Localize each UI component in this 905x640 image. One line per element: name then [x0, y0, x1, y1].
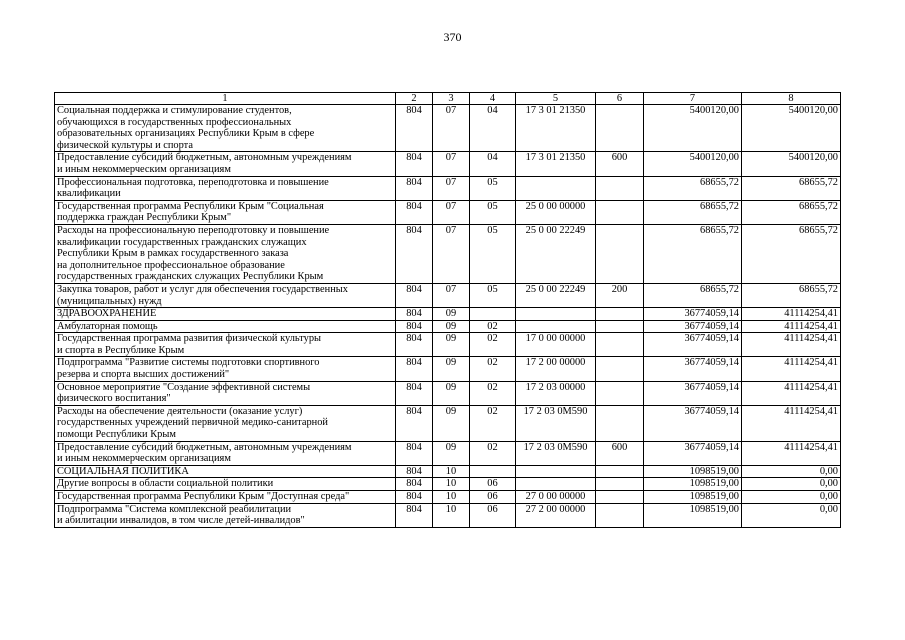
- amount-col-8: 5400120,00: [742, 152, 841, 176]
- amount-col-8: 68655,72: [742, 176, 841, 200]
- department-code: 804: [396, 503, 433, 527]
- table-row: [55, 152, 841, 176]
- item-name: Государственная программа Республики Крым "Доступная среда": [55, 491, 396, 504]
- department-code: 804: [396, 491, 433, 504]
- amount-col-8: 0,00: [742, 503, 841, 527]
- amount-col-8: 41114254,41: [742, 441, 841, 465]
- item-name: Государственная программа Республики Крым "Социальная поддержка граждан Республики Крым": [55, 200, 396, 224]
- expense-type-code: [596, 405, 644, 441]
- subsection-code: 04: [470, 152, 516, 176]
- column-header: 2: [396, 93, 433, 105]
- target-article-code: 17 2 00 00000: [516, 357, 596, 381]
- amount-col-7: 5400120,00: [644, 152, 742, 176]
- subsection-code: 02: [470, 405, 516, 441]
- subsection-code: 06: [470, 491, 516, 504]
- budget-table: [54, 92, 841, 528]
- department-code: 804: [396, 441, 433, 465]
- section-code: 10: [433, 503, 470, 527]
- expense-type-code: [596, 200, 644, 224]
- department-code: 804: [396, 465, 433, 478]
- amount-col-7: 1098519,00: [644, 491, 742, 504]
- amount-col-7: 36774059,14: [644, 333, 742, 357]
- item-name: Основное мероприятие "Создание эффективной системы физического воспитания": [55, 381, 396, 405]
- column-header: 7: [644, 93, 742, 105]
- expense-type-code: [596, 503, 644, 527]
- department-code: 804: [396, 381, 433, 405]
- target-article-code: [516, 478, 596, 491]
- subsection-code: 04: [470, 105, 516, 152]
- item-name: Расходы на профессиональную переподготовку и повышение квалификации государственных гражданских служащих Республики Крым в рамках государственного заказа на дополнительное профессиональное образование государственных гражданских служащих Республики Крым: [55, 224, 396, 283]
- section-code: 07: [433, 283, 470, 307]
- table-row: [55, 200, 841, 224]
- expense-type-code: [596, 224, 644, 283]
- section-code: 09: [433, 320, 470, 333]
- amount-col-7: 1098519,00: [644, 503, 742, 527]
- subsection-code: 02: [470, 381, 516, 405]
- target-article-code: [516, 176, 596, 200]
- section-code: 09: [433, 308, 470, 321]
- target-article-code: 27 2 00 00000: [516, 503, 596, 527]
- amount-col-8: 41114254,41: [742, 357, 841, 381]
- expense-type-code: [596, 320, 644, 333]
- item-name: Амбулаторная помощь: [55, 320, 396, 333]
- target-article-code: [516, 465, 596, 478]
- expense-type-code: [596, 105, 644, 152]
- amount-col-7: 36774059,14: [644, 381, 742, 405]
- target-article-code: 17 2 03 0М590: [516, 441, 596, 465]
- department-code: 804: [396, 224, 433, 283]
- section-code: 10: [433, 465, 470, 478]
- expense-type-code: [596, 333, 644, 357]
- column-header: 3: [433, 93, 470, 105]
- amount-col-8: 41114254,41: [742, 405, 841, 441]
- target-article-code: 17 0 00 00000: [516, 333, 596, 357]
- table-row: [55, 491, 841, 504]
- target-article-code: 25 0 00 22249: [516, 224, 596, 283]
- column-header: 8: [742, 93, 841, 105]
- amount-col-8: 0,00: [742, 491, 841, 504]
- table-row: [55, 308, 841, 321]
- department-code: 804: [396, 320, 433, 333]
- department-code: 804: [396, 105, 433, 152]
- subsection-code: 02: [470, 441, 516, 465]
- amount-col-8: 41114254,41: [742, 320, 841, 333]
- section-code: 09: [433, 381, 470, 405]
- subsection-code: 05: [470, 200, 516, 224]
- section-code: 07: [433, 105, 470, 152]
- amount-col-8: 0,00: [742, 465, 841, 478]
- amount-col-7: 36774059,14: [644, 320, 742, 333]
- section-code: 09: [433, 441, 470, 465]
- section-code: 10: [433, 491, 470, 504]
- target-article-code: [516, 320, 596, 333]
- subsection-code: [470, 308, 516, 321]
- table-header-row: [55, 93, 841, 105]
- target-article-code: 17 3 01 21350: [516, 105, 596, 152]
- item-name: СОЦИАЛЬНАЯ ПОЛИТИКА: [55, 465, 396, 478]
- amount-col-8: 68655,72: [742, 283, 841, 307]
- expense-type-code: 600: [596, 441, 644, 465]
- expense-type-code: [596, 176, 644, 200]
- target-article-code: 27 0 00 00000: [516, 491, 596, 504]
- column-header: 1: [55, 93, 396, 105]
- target-article-code: 25 0 00 22249: [516, 283, 596, 307]
- expense-type-code: [596, 491, 644, 504]
- amount-col-7: 68655,72: [644, 200, 742, 224]
- table-row: [55, 333, 841, 357]
- subsection-code: 06: [470, 503, 516, 527]
- amount-col-7: 1098519,00: [644, 465, 742, 478]
- section-code: 09: [433, 357, 470, 381]
- department-code: 804: [396, 200, 433, 224]
- table-row: [55, 105, 841, 152]
- subsection-code: 02: [470, 320, 516, 333]
- section-code: 09: [433, 405, 470, 441]
- column-header: 4: [470, 93, 516, 105]
- table-row: [55, 478, 841, 491]
- item-name: Социальная поддержка и стимулирование студентов, обучающихся в государственных профессиональных образовательных организациях Республики Крым в сфере физической культуры и спорта: [55, 105, 396, 152]
- item-name: Профессиональная подготовка, переподготовка и повышение квалификации: [55, 176, 396, 200]
- expense-type-code: [596, 465, 644, 478]
- section-code: 09: [433, 333, 470, 357]
- item-name: ЗДРАВООХРАНЕНИЕ: [55, 308, 396, 321]
- table-row: [55, 441, 841, 465]
- subsection-code: 05: [470, 283, 516, 307]
- amount-col-7: 68655,72: [644, 283, 742, 307]
- section-code: 07: [433, 200, 470, 224]
- department-code: 804: [396, 308, 433, 321]
- section-code: 10: [433, 478, 470, 491]
- department-code: 804: [396, 405, 433, 441]
- subsection-code: 06: [470, 478, 516, 491]
- amount-col-8: 41114254,41: [742, 333, 841, 357]
- amount-col-7: 68655,72: [644, 224, 742, 283]
- item-name: Государственная программа развития физической культуры и спорта в Республике Крым: [55, 333, 396, 357]
- table-row: [55, 503, 841, 527]
- target-article-code: 17 2 03 0М590: [516, 405, 596, 441]
- item-name: Предоставление субсидий бюджетным, автономным учреждениям и иным некоммерческим организациям: [55, 152, 396, 176]
- amount-col-8: 68655,72: [742, 224, 841, 283]
- amount-col-7: 36774059,14: [644, 357, 742, 381]
- page-number: 370: [443, 30, 462, 44]
- department-code: 804: [396, 357, 433, 381]
- subsection-code: [470, 465, 516, 478]
- amount-col-7: 36774059,14: [644, 308, 742, 321]
- table-row: [55, 224, 841, 283]
- table-row: [55, 283, 841, 307]
- item-name: Предоставление субсидий бюджетным, автономным учреждениям и иным некоммерческим организациям: [55, 441, 396, 465]
- department-code: 804: [396, 152, 433, 176]
- department-code: 804: [396, 478, 433, 491]
- item-name: Закупка товаров, работ и услуг для обеспечения государственных (муниципальных) нужд: [55, 283, 396, 307]
- target-article-code: 17 3 01 21350: [516, 152, 596, 176]
- target-article-code: 25 0 00 00000: [516, 200, 596, 224]
- subsection-code: 05: [470, 176, 516, 200]
- department-code: 804: [396, 333, 433, 357]
- expense-type-code: 600: [596, 152, 644, 176]
- expense-type-code: [596, 357, 644, 381]
- section-code: 07: [433, 224, 470, 283]
- item-name: Подпрограмма "Система комплексной реабилитации и абилитации инвалидов, в том числе детей-инвалидов": [55, 503, 396, 527]
- expense-type-code: [596, 478, 644, 491]
- amount-col-8: 41114254,41: [742, 381, 841, 405]
- target-article-code: [516, 308, 596, 321]
- column-header: 5: [516, 93, 596, 105]
- section-code: 07: [433, 152, 470, 176]
- item-name: Расходы на обеспечение деятельности (оказание услуг) государственных учреждений первичной медико-санитарной помощи Республики Крым: [55, 405, 396, 441]
- section-code: 07: [433, 176, 470, 200]
- amount-col-8: 41114254,41: [742, 308, 841, 321]
- amount-col-7: 36774059,14: [644, 405, 742, 441]
- amount-col-8: 68655,72: [742, 200, 841, 224]
- table-row: [55, 357, 841, 381]
- expense-type-code: [596, 381, 644, 405]
- amount-col-8: 0,00: [742, 478, 841, 491]
- amount-col-7: 5400120,00: [644, 105, 742, 152]
- table-row: [55, 320, 841, 333]
- subsection-code: 02: [470, 333, 516, 357]
- target-article-code: 17 2 03 00000: [516, 381, 596, 405]
- table-row: [55, 381, 841, 405]
- expense-type-code: [596, 308, 644, 321]
- amount-col-7: 36774059,14: [644, 441, 742, 465]
- table-row: [55, 176, 841, 200]
- item-name: Подпрограмма "Развитие системы подготовки спортивного резерва и спорта высших достижений": [55, 357, 396, 381]
- expense-type-code: 200: [596, 283, 644, 307]
- table-row: [55, 465, 841, 478]
- department-code: 804: [396, 176, 433, 200]
- item-name: Другие вопросы в области социальной политики: [55, 478, 396, 491]
- amount-col-7: 1098519,00: [644, 478, 742, 491]
- amount-col-7: 68655,72: [644, 176, 742, 200]
- subsection-code: 02: [470, 357, 516, 381]
- department-code: 804: [396, 283, 433, 307]
- column-header: 6: [596, 93, 644, 105]
- amount-col-8: 5400120,00: [742, 105, 841, 152]
- table-row: [55, 405, 841, 441]
- subsection-code: 05: [470, 224, 516, 283]
